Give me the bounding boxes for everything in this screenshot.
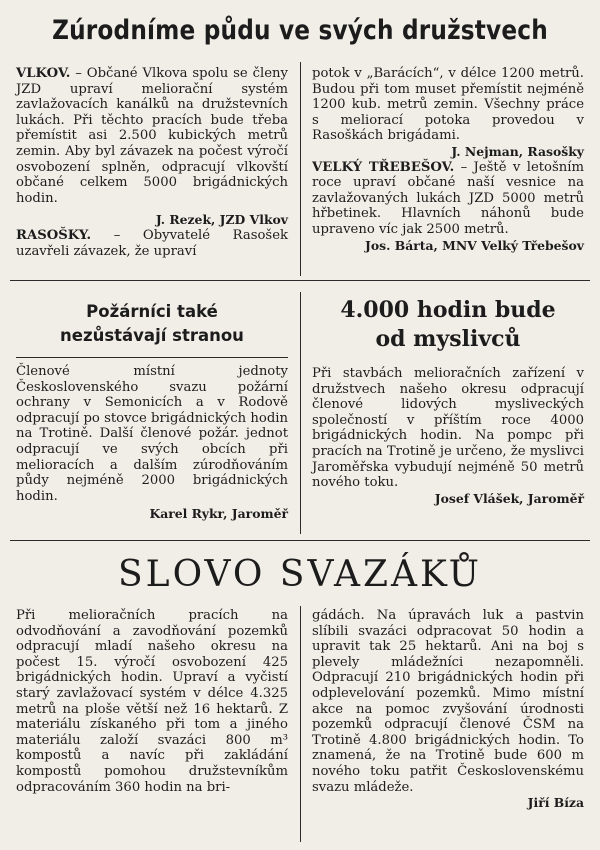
signature-biza: Jiří Bíza [527, 795, 584, 811]
article1-col-right [312, 66, 584, 253]
place-velky-trebesov: VELKÝ TŘEBEŠOV. [312, 159, 455, 175]
headline-pozarnici-line2: nezůstávají stranou [60, 326, 244, 345]
article1-paragraph-trebesov [312, 160, 584, 238]
column-divider-top [300, 62, 301, 276]
article4-col-right [312, 608, 584, 811]
article2-text: Členové místní jednoty Československého svazu požární ochrany v Semonicích a v Rodově odpracují po stovce brigádnických hodin na Trotině. Další členové požár. jednot odpracují ve svých obcích při melioracích a dalším zúrodňováním půdy nejméně 2000 brigádnických hodin. [16, 364, 288, 504]
article1-paragraph-vlkov [16, 66, 288, 206]
headline-myslivci [312, 296, 584, 354]
article2-body [16, 364, 288, 522]
column-divider-middle [300, 292, 301, 534]
text-trebesov: – Ještě v letošním roce upraví občané naší vesnice na zavlažovaných lukách JZD 5000 metrů hřbetinek. Hlavních náhonů bude upraveno víc jak 2500 metrů. [312, 159, 584, 237]
article1-paragraph-rasosky [16, 228, 288, 259]
article4-text-left: Při melioračních pracích na odvodňování a zavodňování pozemků odpracují mladí našeho okresu na počest 15. výročí osvobození 425 brigádnických hodin. Upraví a vyčistí starý zavlažovací systém v délce 4.325 metrů na ploše větší než 16 hektarů. Z materiálu získaného při tom a jiného materiálu založí svazáci 800 m³ kompostů a navíc při zakládání kompostů pomohou družstevníkům odpracováním 360 hodin na bri- [16, 608, 288, 795]
headline-myslivci-line1: 4.000 hodin bude [340, 297, 556, 323]
section-divider-2 [10, 540, 590, 541]
article3-body [312, 366, 584, 506]
signature-rykr: Karel Rykr, Jaroměř [149, 506, 288, 522]
article4-text-right: gádách. Na úpravách luk a pastvin slíbili svazáci odpracovat 50 hodin a upravit tak 25 hektarů. Ani na boj s plevely mládežníci nezapomněli. Odpracují 210 brigádnických hodin při odplevelování pozemků. Mimo místní akce na pomoc zvyšování úrodnosti pozemků odpracují členové ČSM na Trotině 4.800 brigádnických hodin. To znamená, že na Trotině bude 600 m nového toku patřit Československému svazu mládeže. [312, 608, 584, 795]
signature-nejman: J. Nejman, Rasošky [451, 143, 584, 159]
headline-myslivci-line2: od myslivců [375, 326, 521, 352]
text-rasosky-cont: potok v „Barácích“, v délce 1200 metrů. Budou při tom muset přemístit nejméně 1200 kub. metrů zemin. Všechny práce s meliorací potoka provedou v Rasoškách brigádami. [312, 66, 584, 144]
signature-vlasek: Josef Vlášek, Jaroměř [434, 490, 584, 506]
signature-rezek: J. Rezek, JZD Vlkov [155, 212, 288, 228]
text-vlkov: – Občané Vlkova spolu se členy JZD upraví meliorační systém zavlažovacích kanálků na družstevních lukách. Při těchto pracích bude třeba přemístit asi 2.500 kubických metrů zemin. Aby byl závazek na počest výročí osvobození splněn, odpracují vlkovští občané celkem 5000 brigádnických hodin. [16, 66, 288, 206]
column-divider-bottom [300, 606, 301, 842]
headline-pozarnici-line1: Požárníci také [86, 302, 218, 321]
headline-pozarnici [16, 300, 288, 348]
pozarnici-headline-rule [16, 357, 288, 358]
article4-col-left [16, 608, 288, 795]
article1-col-left [16, 66, 288, 259]
article3-text: Při stavbách melioračních zařízení v družstvech našeho okresu odpracují členové lidových mysliveckých společností v příštím roce 4000 brigádnických hodin. Na pompc při pracích na Trotině je určeno, že myslivci Jaroměřska vybudují nejméně 50 metrů nového toku. [312, 366, 584, 491]
signature-barta: Jos. Bárta, MNV Velký Třebešov [365, 237, 584, 253]
headline-zurodnime: Zúrodníme půdu ve svých družstvech [52, 15, 548, 46]
headline-slovo-svazaku: SLOVO SVAZÁKŮ [118, 554, 482, 595]
place-vlkov: VLKOV. [16, 66, 71, 81]
place-rasosky: RASOŠKY. [16, 227, 92, 243]
text-rasosky: – Obyvatelé Rasošek uzavřeli závazek, že upraví [16, 227, 288, 259]
section-divider-1 [10, 280, 590, 281]
